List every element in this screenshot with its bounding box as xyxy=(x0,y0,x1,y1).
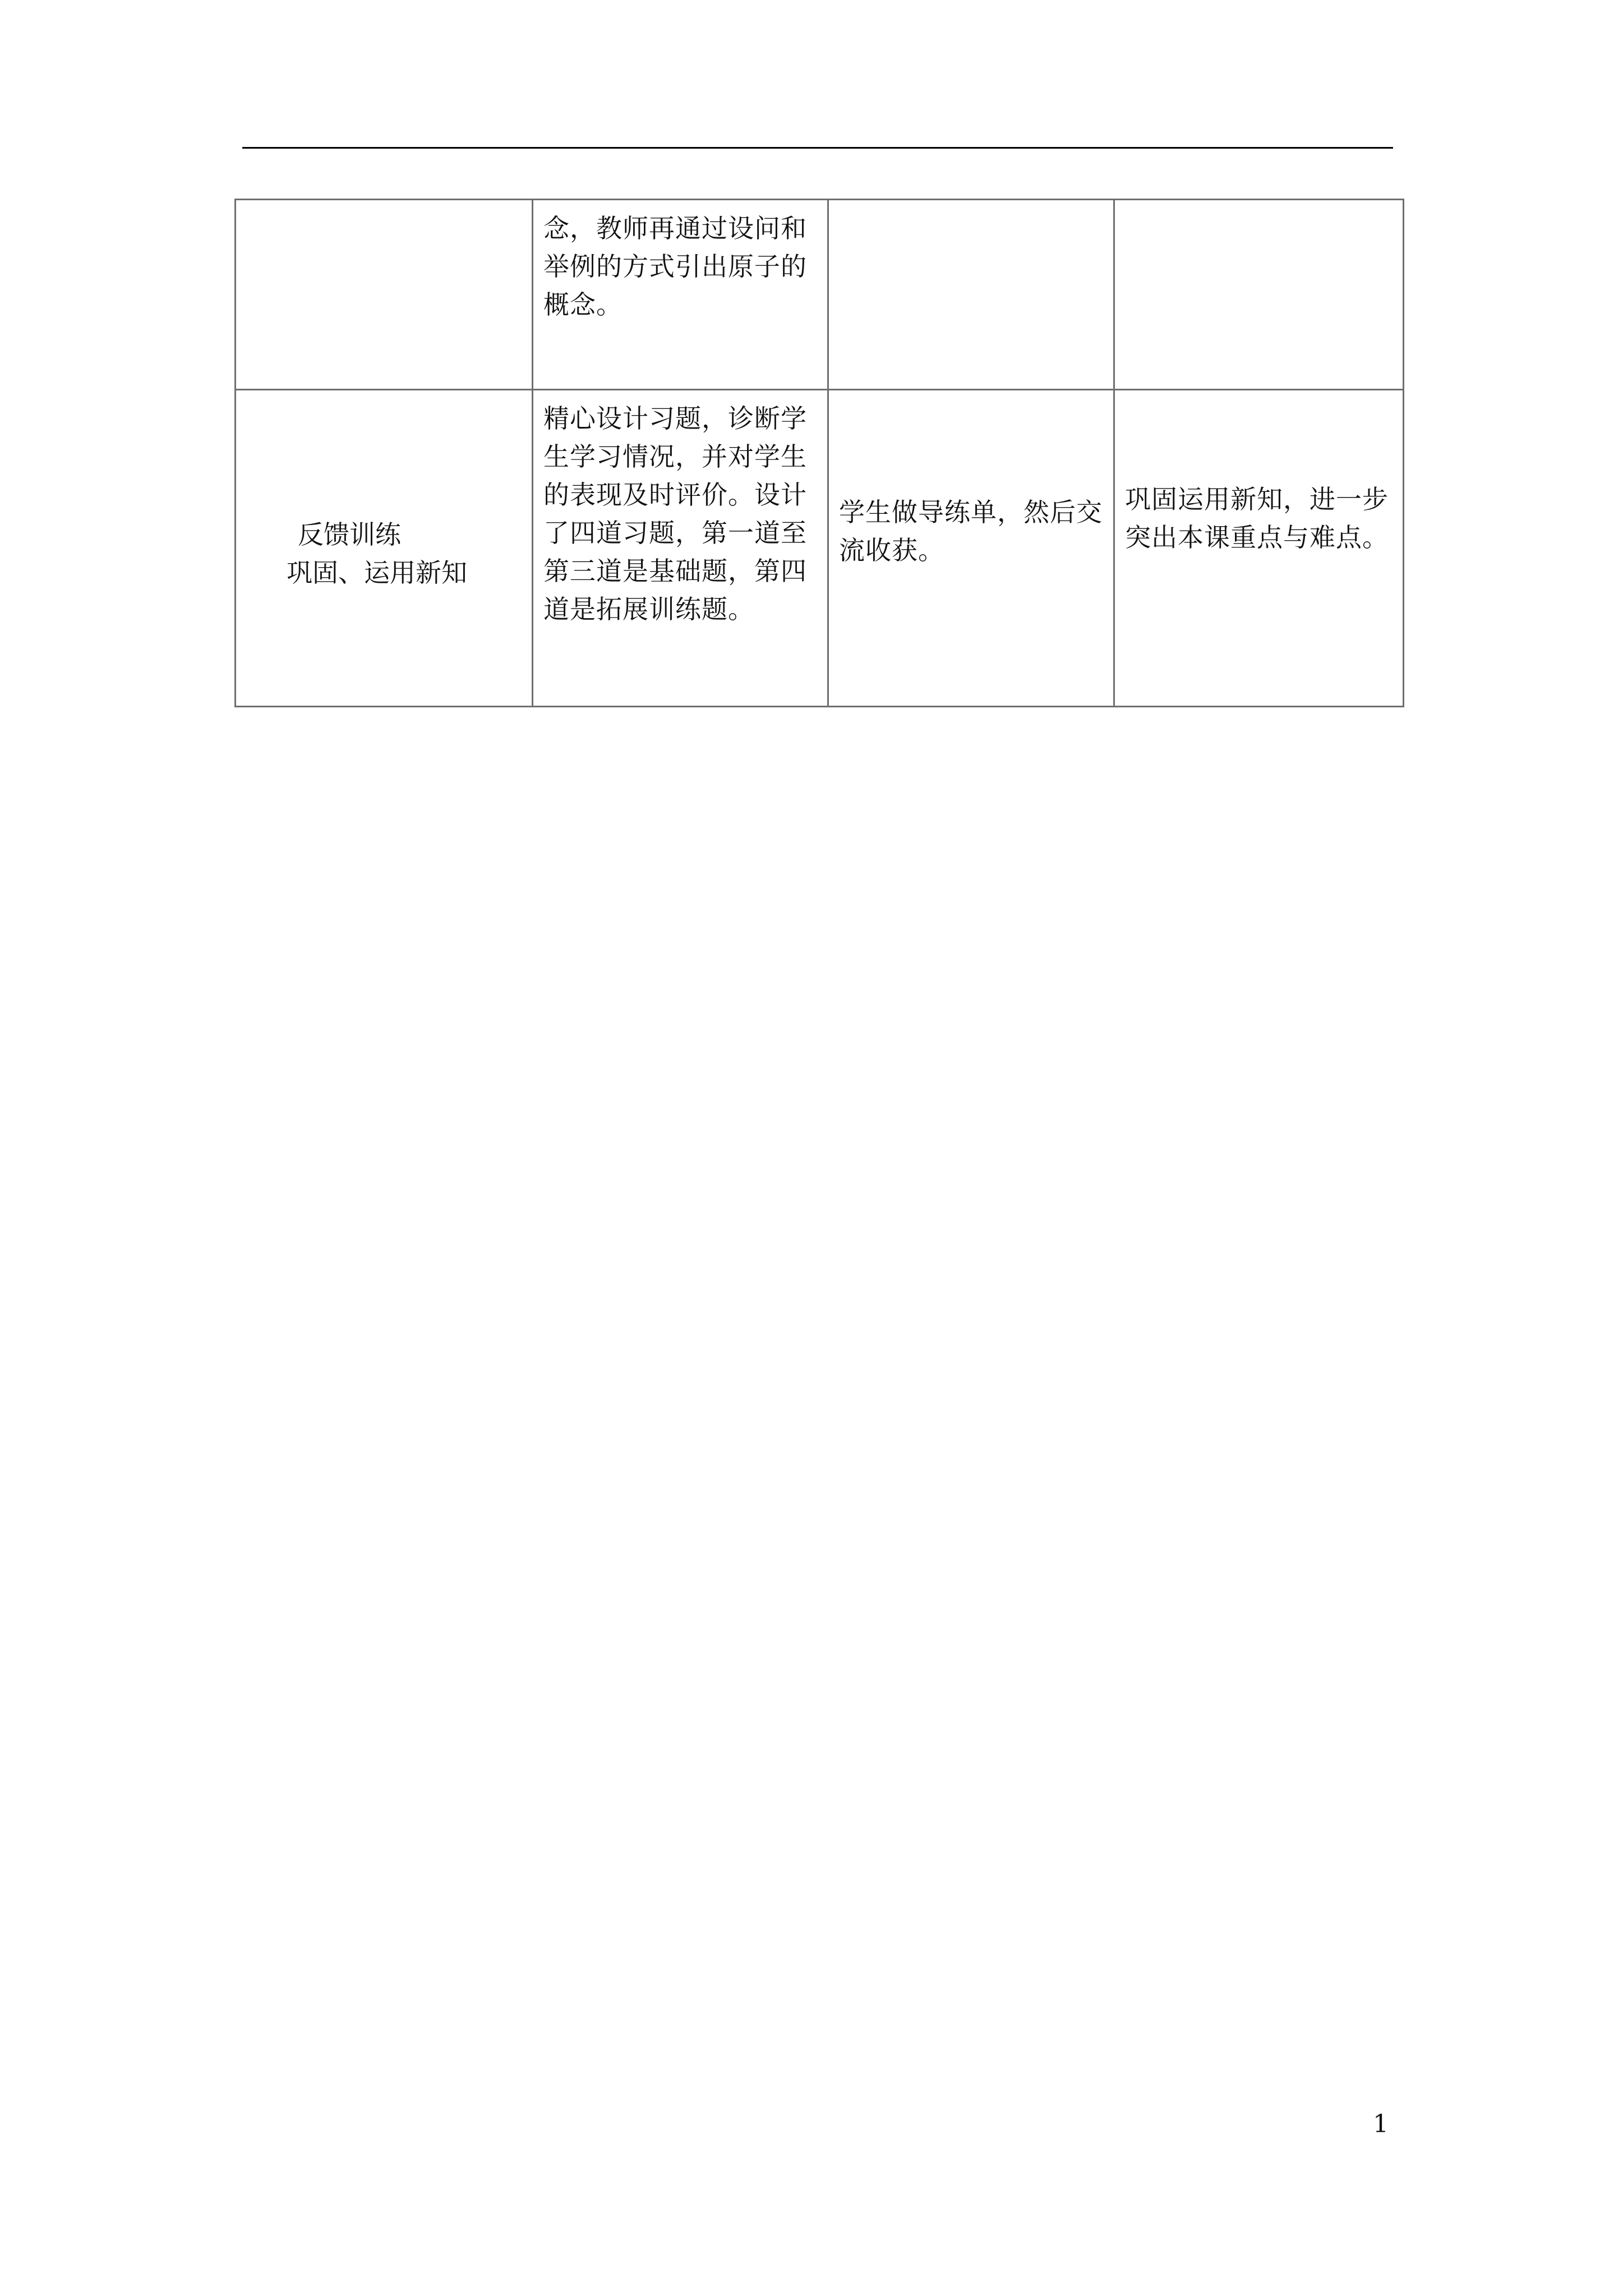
table-row xyxy=(236,390,1404,707)
student-activity-text: 学生做导练单，然后交流收获。 xyxy=(839,497,1103,565)
student-activity-cell xyxy=(828,200,1114,390)
teacher-activity-text: 精心设计习题，诊断学生学习情况，并对学生的表现及时评价。设计了四道习题，第一道至第三道是基础题，第四道是拓展训练题。 xyxy=(543,403,807,624)
student-activity-cell xyxy=(828,390,1114,707)
teacher-activity-text: 念，教师再通过设问和举例的方式引出原子的概念。 xyxy=(543,213,807,320)
stage-text xyxy=(236,200,532,209)
teacher-activity-cell xyxy=(533,200,828,390)
teacher-activity-cell xyxy=(533,390,828,707)
page-number: 1 xyxy=(1373,2110,1389,2138)
design-intent-text xyxy=(1115,200,1403,209)
table-row xyxy=(236,200,1404,390)
stage-cell xyxy=(236,390,533,707)
header-rule xyxy=(242,147,1393,149)
design-intent-text: 巩固运用新知，进一步突出本课重点与难点。 xyxy=(1125,484,1389,553)
student-activity-text xyxy=(829,200,1113,209)
stage-title: 反馈训练 xyxy=(298,519,401,550)
design-intent-cell xyxy=(1114,390,1404,707)
stage-cell xyxy=(236,200,533,390)
design-intent-cell xyxy=(1114,200,1404,390)
lesson-plan-table xyxy=(234,199,1404,707)
stage-subtitle: 巩固、运用新知 xyxy=(287,558,467,588)
